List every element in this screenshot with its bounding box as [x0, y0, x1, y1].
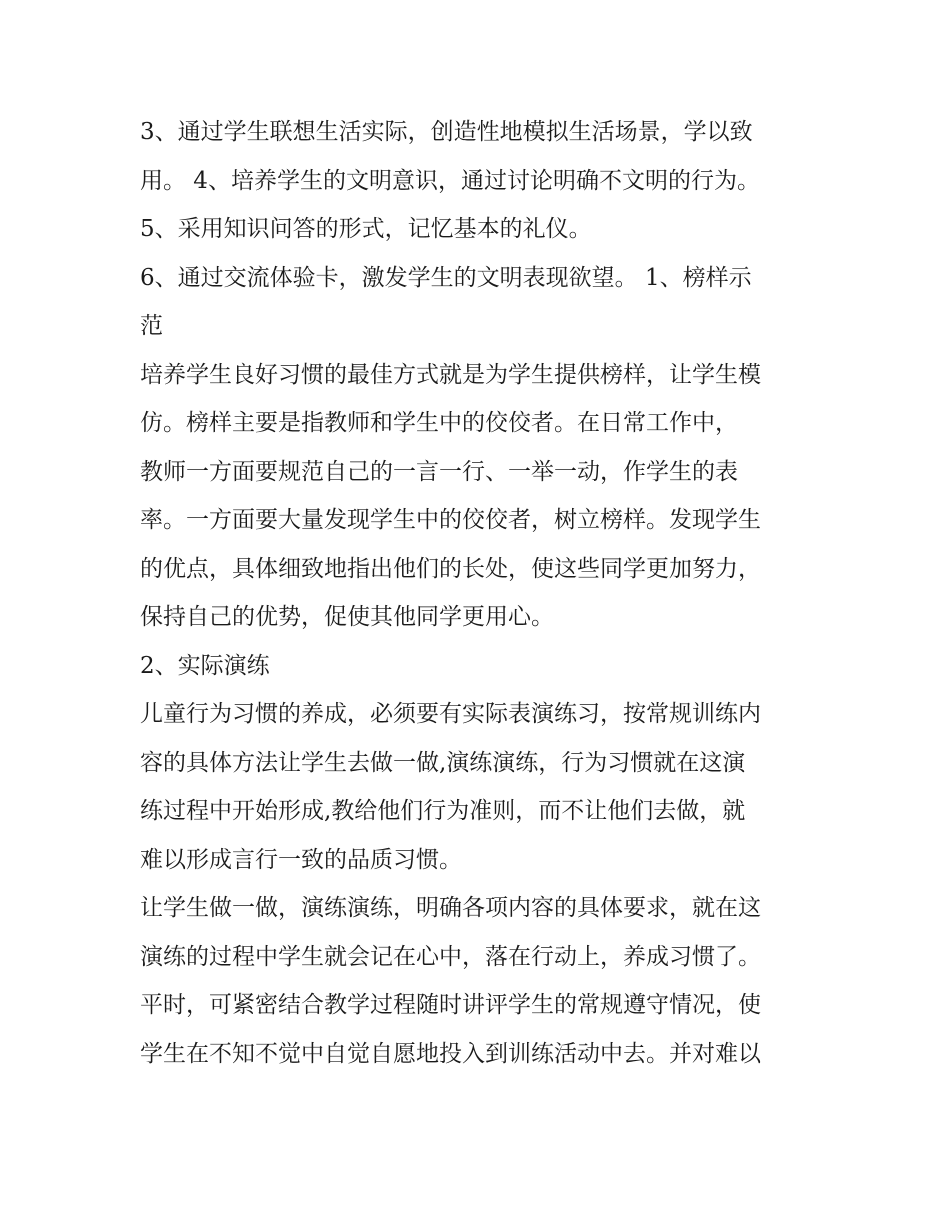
- text-line: 学生在不知不觉中自觉自愿地投入到训练活动中去。并对难以: [140, 1040, 761, 1067]
- text-line: 3、通过学生联想生活实际，创造性地模拟生活场景，学以致: [140, 119, 753, 145]
- text-line: 平时，可紧密结合教学过程随时讲评学生的常规遵守情况，使: [140, 992, 761, 1018]
- text-line: 儿童行为习惯的养成，必须要有实际表演练习，按常规训练内: [140, 701, 761, 727]
- text-line: 用。 4、培养学生的文明意识，通过讨论明确不文明的行为。: [140, 167, 760, 194]
- text-line: 率。一方面要大量发现学生中的佼佼者，树立榜样。发现学生: [140, 507, 761, 533]
- text-line: 容的具体方法让学生去做一做,演练演练，行为习惯就在这演: [140, 749, 746, 776]
- text-line: 难以形成言行一致的品质习惯。: [140, 846, 462, 873]
- text-line: 5、采用知识问答的形式，记忆基本的礼仪。: [140, 216, 592, 242]
- text-line: 保持自己的优势，促使其他同学更用心。: [140, 604, 554, 630]
- text-line: 教师一方面要规范自己的一言一行、一举一动，作学生的表: [140, 458, 738, 485]
- text-line: 6、通过交流体验卡，激发学生的文明表现欲望。 1、榜样示: [140, 264, 752, 291]
- text-line: 培养学生良好习惯的最佳方式就是为学生提供榜样，让学生模: [140, 361, 761, 388]
- text-line: 让学生做一做，演练演练，明确各项内容的具体要求，就在这: [140, 895, 761, 921]
- text-line: 仿。榜样主要是指教师和学生中的佼佼者。在日常工作中，: [140, 410, 738, 436]
- document-body: [140, 108, 820, 1078]
- text-line: 演练的过程中学生就会记在心中，落在行动上，养成习惯了。: [140, 943, 761, 970]
- text-line: 范: [140, 313, 163, 339]
- text-line: 的优点，具体细致地指出他们的长处，使这些同学更加努力，: [140, 555, 761, 582]
- text-line: 练过程中开始形成,教给他们行为准则，而不让他们去做，就: [140, 798, 746, 824]
- text-line: 2、实际演练: [140, 652, 270, 679]
